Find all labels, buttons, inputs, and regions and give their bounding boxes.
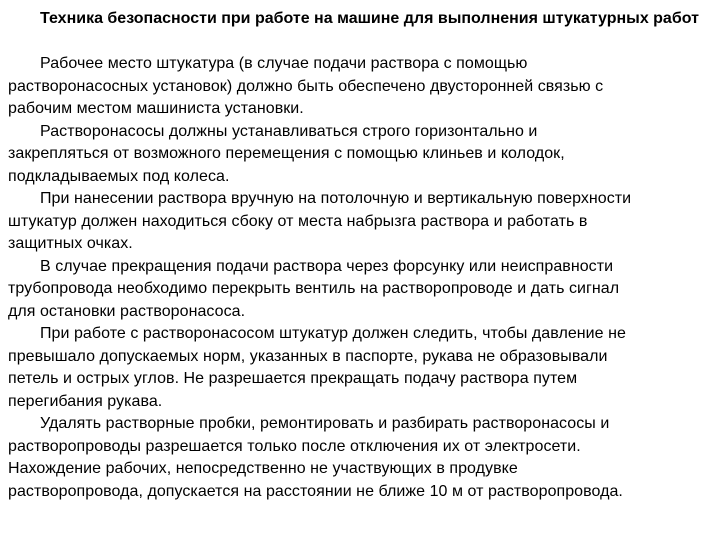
paragraph-line: В случае прекращения подачи раствора через форсунку или неисправности — [40, 257, 614, 275]
paragraph-pressure-control — [8, 323, 708, 413]
paragraph-supply-stop — [8, 256, 708, 324]
paragraph-line: превышало допускаемых норм, указанных в паспорте, рукава не образовывали — [8, 347, 608, 365]
paragraph-manual-application — [8, 188, 708, 256]
paragraph-line: трубопровода необходимо перекрыть вентиль на растворопроводе и дать сигнал — [8, 280, 620, 297]
paragraph-line: растворопроводы разрешается только после отключения их от электросети. — [8, 437, 581, 455]
paragraph-line: защитных очках. — [8, 235, 133, 252]
paragraph-line: Рабочее место штукатура (в случае подачи раствора с помощью — [40, 55, 528, 72]
paragraph-line: растворопровода, допускается на расстоянии не ближе 10 м от растворопровода. — [8, 482, 623, 500]
paragraph-line: Нахождение рабочих, непосредственно не участвующих в продувке — [8, 460, 518, 477]
paragraph-pump-installation — [8, 121, 708, 189]
paragraph-line: штукатур должен находиться сбоку от места набрызга раствора и работать в — [8, 212, 588, 230]
paragraph-workplace-communication — [8, 53, 708, 121]
paragraph-line: подкладываемых под колеса. — [8, 167, 230, 185]
paragraph-line: Удалять растворные пробки, ремонтировать и разбирать растворонасосы и — [40, 415, 610, 432]
paragraph-line: Растворонасосы должны устанавливаться строго горизонтально и — [40, 122, 538, 140]
paragraph-line: петель и острых углов. Не разрешается прекращать подачу раствора путем — [8, 370, 578, 387]
paragraph-line: закрепляться от возможного перемещения с помощью клиньев и колодок, — [8, 145, 565, 162]
paragraph-line: При работе с растворонасосом штукатур должен следить, чтобы давление не — [40, 325, 626, 342]
paragraph-repair-safety — [8, 413, 708, 503]
paragraph-line: рабочим местом машиниста установки. — [8, 100, 304, 117]
paragraph-line: для остановки растворонасоса. — [8, 302, 246, 320]
document-title: Техника безопасности при работе на машине для выполнения штукатурных работ — [40, 10, 699, 27]
paragraph-line: растворонасосных установок) должно быть обеспечено двусторонней связью с — [8, 77, 604, 95]
document-page — [8, 8, 708, 503]
spacer — [8, 31, 708, 54]
paragraph-line: При нанесении раствора вручную на потолочную и вертикальную поверхности — [40, 190, 632, 207]
paragraph-line: перегибания рукава. — [8, 392, 163, 410]
